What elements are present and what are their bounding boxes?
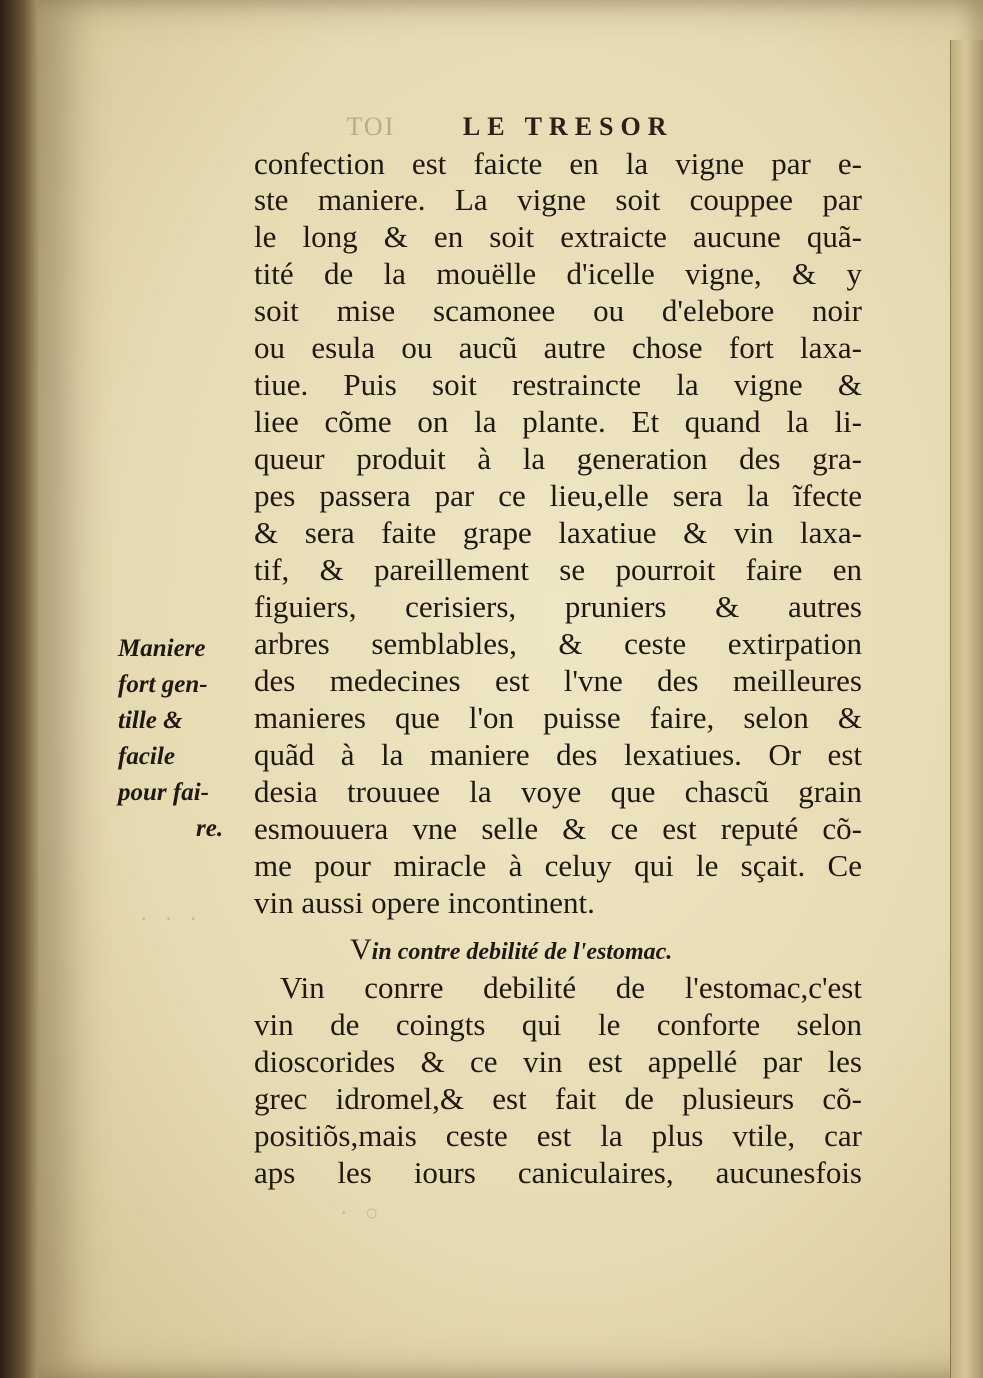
header-ghost-text: TOI	[346, 112, 396, 141]
heading-initial: V	[350, 933, 372, 966]
text-line: ste maniere. La vigne soit couppee par	[254, 182, 862, 217]
section-heading	[350, 932, 850, 968]
text-line: le long & en soit extraicte aucune quã-	[254, 219, 862, 254]
text-line: vin de coingts qui le conforte selon	[254, 1007, 862, 1042]
text-line: ou esula ou aucũ autre chose fort laxa-	[254, 330, 862, 365]
text-line: confection est faicte en la vigne par e-	[254, 146, 862, 181]
text-line: Vin conrre debilité de l'estomac,c'est	[280, 970, 862, 1005]
text-line: queur produit à la generation des gra-	[254, 441, 862, 476]
facing-page-edge	[950, 40, 983, 1378]
text-line: positiõs,mais ceste est la plus vtile, car	[254, 1118, 862, 1153]
text-line: tité de la mouëlle d'icelle vigne, & y	[254, 256, 862, 291]
margin-note-line: facile	[118, 743, 175, 770]
text-line: pes passera par ce lieu,elle sera la ĩfecte	[254, 478, 862, 513]
header-title: LE TRESOR	[462, 112, 674, 141]
text-line: desia trouuee la voye que chascũ grain	[254, 774, 862, 809]
text-line: dioscorides & ce vin est appellé par les	[254, 1044, 862, 1079]
text-line: des medecines est l'vne des meilleures	[254, 663, 862, 698]
text-line: figuiers, cerisiers, pruniers & autres	[254, 589, 862, 624]
text-line: me pour miracle à celuy qui le sçait. Ce	[254, 848, 862, 883]
margin-note-line: Maniere	[118, 635, 206, 662]
text-line: manieres que l'on puisse faire, selon &	[254, 700, 862, 735]
text-line: arbres semblables, & ceste extirpation	[254, 626, 862, 661]
margin-note-line: pour fai-	[118, 779, 209, 806]
show-through-smudge: · ○	[340, 1200, 385, 1225]
margin-note-line: re.	[196, 815, 224, 842]
text-line: tif, & pareillement se pourroit faire en	[254, 552, 862, 587]
margin-note-line: tille &	[118, 707, 183, 734]
text-line: grec idromel,& est fait de plusieurs cõ-	[254, 1081, 862, 1116]
text-line: aps les iours caniculaires, aucunesfois	[254, 1155, 862, 1190]
text-line: liee cõme on la plante. Et quand la li-	[254, 404, 862, 439]
text-line: soit mise scamonee ou d'elebore noir	[254, 293, 862, 328]
text-line-last: vin aussi opere incontinent.	[254, 885, 595, 920]
text-line: & sera faite grape laxatiue & vin laxa-	[254, 515, 862, 550]
margin-note-line: fort gen-	[118, 671, 208, 698]
heading-text: in contre debilité de l'estomac.	[371, 939, 673, 965]
text-line: esmouuera vne selle & ce est reputé cõ-	[254, 811, 862, 846]
show-through-smudge: · · ·	[140, 906, 203, 931]
text-line: quãd à la maniere des lexatiues. Or est	[254, 737, 862, 772]
text-line: tiue. Puis soit restraincte la vigne &	[254, 367, 862, 402]
